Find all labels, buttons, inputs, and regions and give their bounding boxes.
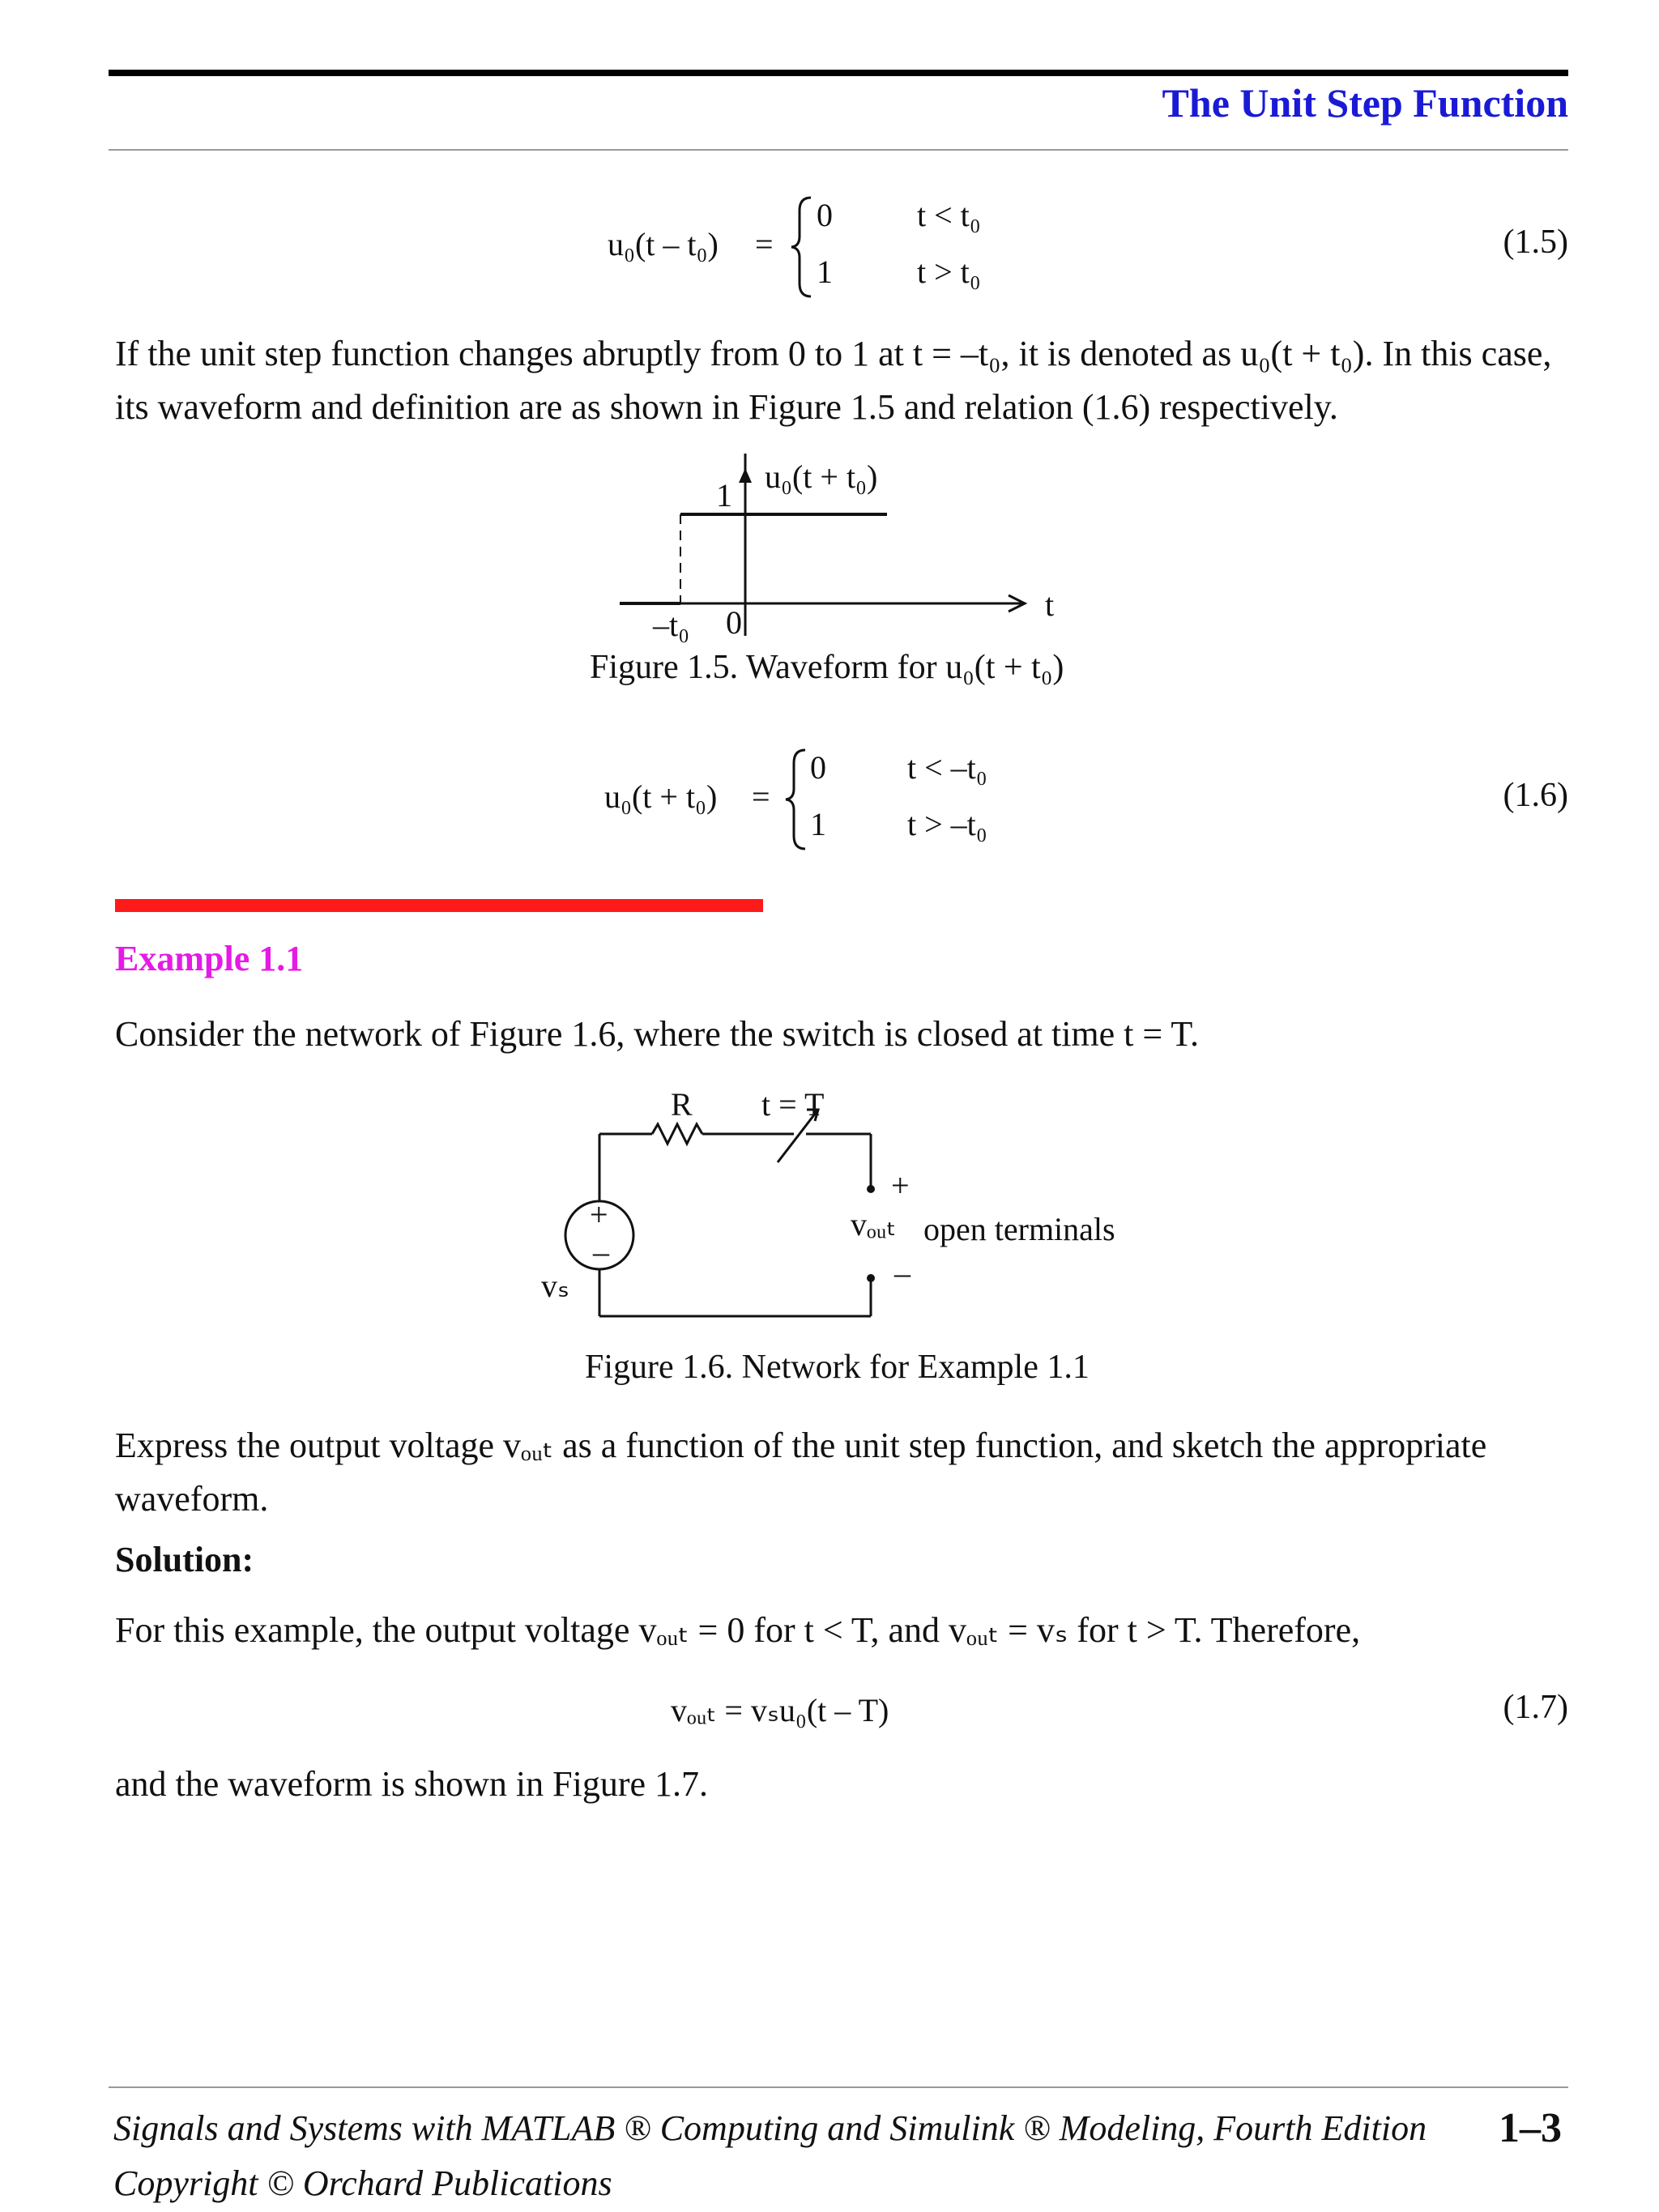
fig15-tick-zero: 0 xyxy=(726,604,742,641)
fig16-resistor-label: R xyxy=(671,1086,693,1123)
fig15-level-one: 1 xyxy=(716,477,732,514)
fig15-caption: Figure 1.5. Waveform for u₀(t + t₀) xyxy=(590,649,1064,686)
top-rule xyxy=(109,70,1568,76)
fig16-output-plus: + xyxy=(891,1167,910,1204)
eq15-lhs: u₀(t – t₀) xyxy=(608,226,719,262)
fig16-output-minus: – xyxy=(894,1255,911,1291)
fig16-source-plus: + xyxy=(590,1196,608,1233)
eq17-number: (1.7) xyxy=(1503,1689,1568,1726)
eq15-value-0: 0 xyxy=(817,197,833,233)
header-rule xyxy=(109,149,1568,151)
eq15-cond-0: t < t₀ xyxy=(917,197,981,233)
eq16-lhs: u₀(t + t₀) xyxy=(604,778,718,815)
example-divider-bar xyxy=(115,899,763,912)
example-text: Consider the network of Figure 1.6, where the switch is closed at time t = T. xyxy=(115,1014,1200,1054)
fig16-vs-label: vₛ xyxy=(541,1268,569,1304)
eq15-value-1: 1 xyxy=(817,254,833,290)
eq16-value-1: 1 xyxy=(810,806,826,842)
fig16-switch-label: t = T xyxy=(761,1086,825,1123)
eq16-value-0: 0 xyxy=(810,749,826,786)
solution-text: For this example, the output voltage vₒᵤₜ = 0 for t < T, and vₒᵤₜ = vₛ for t > T. Therefore, xyxy=(115,1610,1361,1650)
eq15-equals: = xyxy=(755,226,774,262)
footer-book-title: Signals and Systems with MATLAB ® Computing and Simulink ® Modeling, Fourth Edition xyxy=(113,2108,1427,2148)
footer-copyright: Copyright © Orchard Publications xyxy=(113,2163,612,2203)
eq15-number: (1.5) xyxy=(1503,224,1568,261)
eq16-cond-1: t > –t₀ xyxy=(907,806,987,842)
footer-rule xyxy=(109,2086,1568,2088)
fig16-source-minus: – xyxy=(593,1234,609,1270)
example-title: Example 1.1 xyxy=(115,939,304,978)
resistor xyxy=(652,1124,702,1144)
eq16-equals: = xyxy=(752,778,770,815)
y-axis-arrow xyxy=(739,468,752,483)
terminal-top xyxy=(867,1185,875,1193)
eq16-brace xyxy=(784,747,808,852)
eq15-cond-1: t > t₀ xyxy=(917,254,981,290)
paragraph-3: and the waveform is shown in Figure 1.7. xyxy=(115,1764,708,1804)
eq16-number: (1.6) xyxy=(1503,777,1568,814)
eq16-cond-0: t < –t₀ xyxy=(907,749,987,786)
solution-label: Solution: xyxy=(115,1540,254,1579)
paragraph-1: If the unit step function changes abruptly from 0 to 1 at t = –t₀, it is denoted as u₀(t + t₀). In this case, its waveform and definition are as shown in Figure 1.5 and relation (1.6) respectively. xyxy=(115,334,1552,427)
fig15-ylabel: u₀(t + t₀) xyxy=(765,458,878,495)
paragraph-2: Express the output voltage vₒᵤₜ as a function of the unit step function, and sketch the appropriate waveform. xyxy=(115,1426,1487,1519)
fig16-caption: Figure 1.6. Network for Example 1.1 xyxy=(585,1349,1090,1386)
fig15-xlabel: t xyxy=(1045,586,1055,623)
fig16-open-terminals: open terminals xyxy=(923,1211,1115,1247)
page-number: 1–3 xyxy=(1499,2105,1562,2151)
eq15-brace xyxy=(790,194,814,300)
running-header: The Unit Step Function xyxy=(1162,80,1568,126)
eq17-expression: vₒᵤₜ = vₛu₀(t – T) xyxy=(671,1692,889,1728)
fig16-vout-label: vₒᵤₜ xyxy=(851,1206,897,1242)
fig15-tick-neg: –t₀ xyxy=(653,607,690,643)
